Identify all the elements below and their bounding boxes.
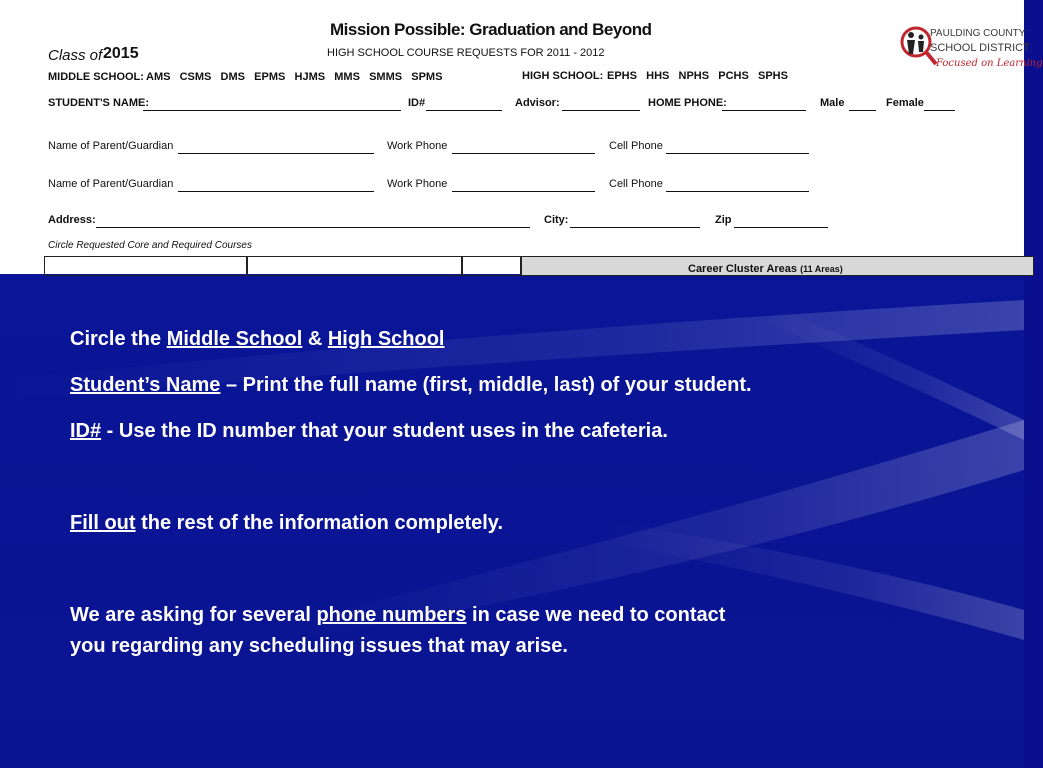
form-title: Mission Possible: Graduation and Beyond	[330, 20, 652, 39]
parent-1-line	[178, 153, 374, 154]
instruction-phone-line-1: We are asking for several phone numbers in case we need to contact	[70, 604, 726, 626]
parent-2-cell-label: Cell Phone	[609, 178, 663, 190]
male-line	[849, 110, 876, 111]
parent-1-cell-line	[666, 153, 809, 154]
zip-line	[734, 227, 828, 228]
id-line	[426, 110, 502, 111]
home-phone-label: HOME PHONE:	[648, 97, 727, 109]
form-subtitle: HIGH SCHOOL COURSE REQUESTS FOR 2011 - 2012	[327, 47, 605, 59]
career-cluster-label: Career Cluster Areas (11 Areas)	[688, 263, 843, 275]
parent-1-work-line	[452, 153, 595, 154]
id-label: ID#	[408, 97, 426, 109]
student-name-term: Student’s Name	[70, 374, 221, 396]
home-phone-line	[722, 110, 806, 111]
parent-1-work-label: Work Phone	[387, 140, 448, 152]
middle-school-link: Middle School	[166, 328, 303, 350]
parent-2-label: Name of Parent/Guardian	[48, 178, 174, 190]
student-name-line	[143, 110, 401, 111]
id-term: ID#	[70, 420, 102, 442]
middle-school-label: MIDDLE SCHOOL:	[48, 71, 144, 83]
high-school-options: EPHS HHS NPHS PCHS SPHS	[607, 70, 788, 82]
instruction-student-name: Student’s Name – Print the full name (first, middle, last) of your student.	[70, 374, 752, 396]
course-request-form-image	[0, 0, 1043, 275]
fill-out-term: Fill out	[70, 512, 136, 534]
high-school-label: HIGH SCHOOL:	[522, 70, 604, 82]
parent-2-work-line	[452, 191, 595, 192]
advisor-label: Advisor:	[515, 97, 560, 109]
logo-line-2: SCHOOL DISTRICT	[930, 42, 1030, 54]
parent-2-line	[178, 191, 374, 192]
circle-note: Circle Requested Core and Required Courses	[48, 240, 252, 251]
parent-2-cell-line	[666, 191, 809, 192]
logo-line-1: PAULDING COUNTY	[930, 28, 1026, 39]
parent-1-cell-label: Cell Phone	[609, 140, 663, 152]
student-name-label: STUDENT'S NAME:	[48, 97, 150, 109]
high-school-link: High School	[327, 328, 445, 350]
address-label: Address:	[48, 214, 96, 226]
middle-school-options: AMS CSMS DMS EPMS HJMS MMS SMMS SPMS	[146, 71, 443, 83]
instruction-circle-schools: Circle the Middle School & High School	[70, 328, 445, 350]
male-label: Male	[820, 97, 845, 109]
instruction-phone-line-2: you regarding any scheduling issues that may arise.	[70, 635, 568, 657]
instruction-fill-out: Fill out the rest of the information completely.	[70, 512, 503, 534]
table-header-cell	[247, 256, 462, 276]
parent-2-work-label: Work Phone	[387, 178, 448, 190]
table-header-cell	[44, 256, 247, 276]
parent-1-label: Name of Parent/Guardian	[48, 140, 174, 152]
address-line	[96, 227, 530, 228]
city-line	[570, 227, 700, 228]
table-header-cell	[462, 256, 521, 276]
school-district-logo	[896, 18, 1043, 86]
zip-label: Zip	[715, 214, 732, 226]
female-label: Female	[886, 97, 924, 109]
phone-numbers-term: phone numbers	[316, 604, 467, 626]
instruction-id: ID# - Use the ID number that your student uses in the cafeteria.	[70, 420, 668, 442]
advisor-line	[562, 110, 640, 111]
class-of-label: Class of	[48, 47, 103, 64]
logo-tagline: Focused on Learning	[936, 58, 1043, 69]
female-line	[924, 110, 955, 111]
career-cluster-cell	[521, 256, 1034, 276]
course-table-header	[44, 256, 1034, 276]
class-year: 2015	[103, 45, 139, 62]
city-label: City:	[544, 214, 569, 226]
